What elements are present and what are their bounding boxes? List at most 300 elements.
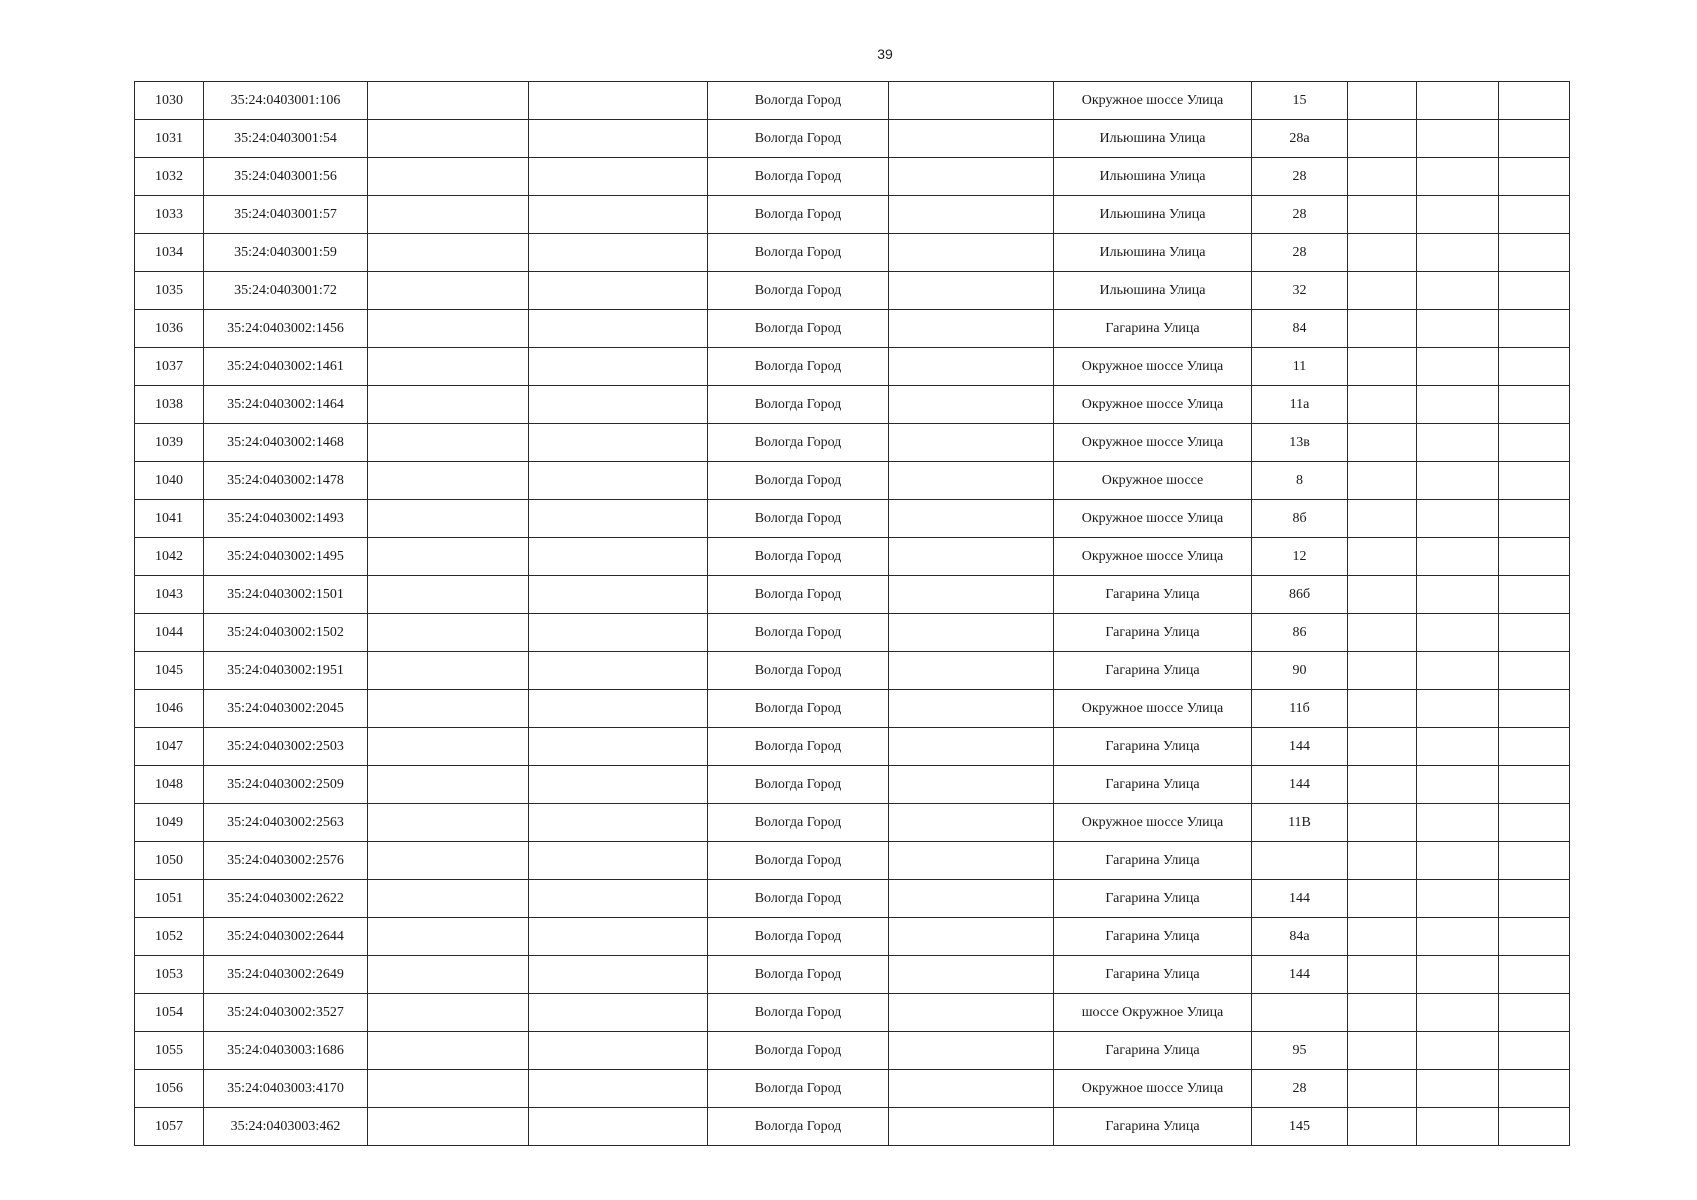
empty-cell bbox=[529, 804, 708, 842]
cadastral-number-cell: 35:24:0403002:2509 bbox=[204, 766, 368, 804]
street-cell: Ильюшина Улица bbox=[1054, 234, 1252, 272]
empty-cell bbox=[368, 462, 529, 500]
table-row bbox=[135, 348, 1570, 386]
cadastral-number-cell: 35:24:0403002:2644 bbox=[204, 918, 368, 956]
city-cell: Вологда Город bbox=[708, 348, 889, 386]
empty-cell bbox=[529, 82, 708, 120]
cadastral-number-cell: 35:24:0403002:1951 bbox=[204, 652, 368, 690]
registry-table bbox=[134, 81, 1570, 1146]
empty-cell bbox=[368, 766, 529, 804]
row-number-cell: 1048 bbox=[135, 766, 204, 804]
page-number: 39 bbox=[877, 46, 893, 62]
row-number-cell: 1037 bbox=[135, 348, 204, 386]
empty-cell bbox=[368, 500, 529, 538]
empty-cell bbox=[1348, 538, 1417, 576]
empty-cell bbox=[1348, 158, 1417, 196]
empty-cell bbox=[889, 690, 1054, 728]
city-cell: Вологда Город bbox=[708, 880, 889, 918]
empty-cell bbox=[889, 766, 1054, 804]
row-number-cell: 1055 bbox=[135, 1032, 204, 1070]
row-number-cell: 1052 bbox=[135, 918, 204, 956]
city-cell: Вологда Город bbox=[708, 918, 889, 956]
empty-cell bbox=[368, 310, 529, 348]
empty-cell bbox=[1417, 804, 1499, 842]
row-number-cell: 1039 bbox=[135, 424, 204, 462]
row-number-cell: 1032 bbox=[135, 158, 204, 196]
empty-cell bbox=[1348, 234, 1417, 272]
city-cell: Вологда Город bbox=[708, 424, 889, 462]
city-cell: Вологда Город bbox=[708, 652, 889, 690]
empty-cell bbox=[1417, 424, 1499, 462]
table-row bbox=[135, 500, 1570, 538]
cadastral-number-cell: 35:24:0403001:59 bbox=[204, 234, 368, 272]
cadastral-number-cell: 35:24:0403002:1456 bbox=[204, 310, 368, 348]
cadastral-number-cell: 35:24:0403002:1502 bbox=[204, 614, 368, 652]
empty-cell bbox=[1417, 918, 1499, 956]
empty-cell bbox=[1499, 1032, 1570, 1070]
row-number-cell: 1031 bbox=[135, 120, 204, 158]
empty-cell bbox=[1348, 462, 1417, 500]
city-cell: Вологда Город bbox=[708, 310, 889, 348]
empty-cell bbox=[1348, 1108, 1417, 1146]
empty-cell bbox=[529, 842, 708, 880]
empty-cell bbox=[1499, 842, 1570, 880]
city-cell: Вологда Город bbox=[708, 956, 889, 994]
table-row bbox=[135, 652, 1570, 690]
empty-cell bbox=[889, 500, 1054, 538]
cadastral-number-cell: 35:24:0403002:2649 bbox=[204, 956, 368, 994]
empty-cell bbox=[1417, 310, 1499, 348]
street-cell: Окружное шоссе Улица bbox=[1054, 82, 1252, 120]
house-number-cell: 28 bbox=[1252, 1070, 1348, 1108]
table-row bbox=[135, 82, 1570, 120]
empty-cell bbox=[889, 956, 1054, 994]
empty-cell bbox=[1499, 652, 1570, 690]
empty-cell bbox=[529, 918, 708, 956]
house-number-cell: 90 bbox=[1252, 652, 1348, 690]
city-cell: Вологда Город bbox=[708, 120, 889, 158]
house-number-cell: 84 bbox=[1252, 310, 1348, 348]
house-number-cell: 28а bbox=[1252, 120, 1348, 158]
empty-cell bbox=[1499, 348, 1570, 386]
house-number-cell: 86 bbox=[1252, 614, 1348, 652]
row-number-cell: 1057 bbox=[135, 1108, 204, 1146]
row-number-cell: 1045 bbox=[135, 652, 204, 690]
row-number-cell: 1040 bbox=[135, 462, 204, 500]
house-number-cell: 32 bbox=[1252, 272, 1348, 310]
cadastral-number-cell: 35:24:0403002:1493 bbox=[204, 500, 368, 538]
empty-cell bbox=[1499, 728, 1570, 766]
table-row bbox=[135, 158, 1570, 196]
empty-cell bbox=[1417, 576, 1499, 614]
row-number-cell: 1030 bbox=[135, 82, 204, 120]
street-cell: шоссе Окружное Улица bbox=[1054, 994, 1252, 1032]
street-cell: Гагарина Улица bbox=[1054, 310, 1252, 348]
house-number-cell: 84а bbox=[1252, 918, 1348, 956]
empty-cell bbox=[529, 614, 708, 652]
house-number-cell: 8б bbox=[1252, 500, 1348, 538]
city-cell: Вологда Город bbox=[708, 690, 889, 728]
empty-cell bbox=[368, 614, 529, 652]
table-row bbox=[135, 538, 1570, 576]
empty-cell bbox=[529, 310, 708, 348]
city-cell: Вологда Город bbox=[708, 272, 889, 310]
street-cell: Гагарина Улица bbox=[1054, 576, 1252, 614]
house-number-cell: 13в bbox=[1252, 424, 1348, 462]
house-number-cell: 11б bbox=[1252, 690, 1348, 728]
empty-cell bbox=[529, 576, 708, 614]
empty-cell bbox=[889, 348, 1054, 386]
empty-cell bbox=[529, 956, 708, 994]
house-number-cell: 28 bbox=[1252, 158, 1348, 196]
empty-cell bbox=[1499, 690, 1570, 728]
empty-cell bbox=[1499, 994, 1570, 1032]
empty-cell bbox=[529, 538, 708, 576]
cadastral-number-cell: 35:24:0403002:2622 bbox=[204, 880, 368, 918]
empty-cell bbox=[1417, 880, 1499, 918]
city-cell: Вологда Город bbox=[708, 576, 889, 614]
empty-cell bbox=[529, 234, 708, 272]
empty-cell bbox=[889, 804, 1054, 842]
empty-cell bbox=[1499, 500, 1570, 538]
empty-cell bbox=[529, 690, 708, 728]
empty-cell bbox=[1417, 462, 1499, 500]
empty-cell bbox=[1499, 310, 1570, 348]
empty-cell bbox=[1348, 956, 1417, 994]
empty-cell bbox=[1417, 728, 1499, 766]
cadastral-number-cell: 35:24:0403001:54 bbox=[204, 120, 368, 158]
empty-cell bbox=[368, 424, 529, 462]
row-number-cell: 1056 bbox=[135, 1070, 204, 1108]
empty-cell bbox=[368, 690, 529, 728]
street-cell: Гагарина Улица bbox=[1054, 918, 1252, 956]
table-row bbox=[135, 386, 1570, 424]
cadastral-number-cell: 35:24:0403002:1501 bbox=[204, 576, 368, 614]
table-row bbox=[135, 690, 1570, 728]
empty-cell bbox=[368, 804, 529, 842]
empty-cell bbox=[889, 880, 1054, 918]
empty-cell bbox=[889, 652, 1054, 690]
empty-cell bbox=[889, 576, 1054, 614]
street-cell: Ильюшина Улица bbox=[1054, 120, 1252, 158]
street-cell: Ильюшина Улица bbox=[1054, 196, 1252, 234]
empty-cell bbox=[889, 196, 1054, 234]
house-number-cell: 28 bbox=[1252, 196, 1348, 234]
street-cell: Гагарина Улица bbox=[1054, 880, 1252, 918]
empty-cell bbox=[1499, 956, 1570, 994]
house-number-cell: 12 bbox=[1252, 538, 1348, 576]
empty-cell bbox=[368, 880, 529, 918]
empty-cell bbox=[1348, 386, 1417, 424]
street-cell: Окружное шоссе Улица bbox=[1054, 386, 1252, 424]
city-cell: Вологда Город bbox=[708, 1032, 889, 1070]
table-row bbox=[135, 880, 1570, 918]
cadastral-number-cell: 35:24:0403002:2045 bbox=[204, 690, 368, 728]
empty-cell bbox=[889, 310, 1054, 348]
empty-cell bbox=[529, 196, 708, 234]
city-cell: Вологда Город bbox=[708, 1108, 889, 1146]
empty-cell bbox=[889, 1032, 1054, 1070]
table-row bbox=[135, 1070, 1570, 1108]
empty-cell bbox=[529, 500, 708, 538]
house-number-cell: 145 bbox=[1252, 1108, 1348, 1146]
empty-cell bbox=[529, 272, 708, 310]
row-number-cell: 1047 bbox=[135, 728, 204, 766]
empty-cell bbox=[1499, 462, 1570, 500]
empty-cell bbox=[1417, 500, 1499, 538]
empty-cell bbox=[368, 1032, 529, 1070]
city-cell: Вологда Город bbox=[708, 500, 889, 538]
empty-cell bbox=[368, 956, 529, 994]
city-cell: Вологда Город bbox=[708, 538, 889, 576]
empty-cell bbox=[1417, 766, 1499, 804]
empty-cell bbox=[1348, 728, 1417, 766]
table-row bbox=[135, 1032, 1570, 1070]
city-cell: Вологда Город bbox=[708, 842, 889, 880]
empty-cell bbox=[368, 196, 529, 234]
empty-cell bbox=[889, 994, 1054, 1032]
row-number-cell: 1051 bbox=[135, 880, 204, 918]
empty-cell bbox=[1499, 272, 1570, 310]
cadastral-number-cell: 35:24:0403002:2563 bbox=[204, 804, 368, 842]
row-number-cell: 1054 bbox=[135, 994, 204, 1032]
cadastral-number-cell: 35:24:0403002:3527 bbox=[204, 994, 368, 1032]
empty-cell bbox=[889, 158, 1054, 196]
cadastral-number-cell: 35:24:0403001:56 bbox=[204, 158, 368, 196]
empty-cell bbox=[1499, 386, 1570, 424]
house-number-cell: 86б bbox=[1252, 576, 1348, 614]
row-number-cell: 1033 bbox=[135, 196, 204, 234]
empty-cell bbox=[1499, 538, 1570, 576]
row-number-cell: 1036 bbox=[135, 310, 204, 348]
cadastral-number-cell: 35:24:0403001:72 bbox=[204, 272, 368, 310]
empty-cell bbox=[1499, 918, 1570, 956]
house-number-cell: 11 bbox=[1252, 348, 1348, 386]
house-number-cell bbox=[1252, 842, 1348, 880]
empty-cell bbox=[368, 1108, 529, 1146]
empty-cell bbox=[529, 880, 708, 918]
house-number-cell bbox=[1252, 994, 1348, 1032]
empty-cell bbox=[1417, 994, 1499, 1032]
empty-cell bbox=[529, 120, 708, 158]
empty-cell bbox=[368, 158, 529, 196]
row-number-cell: 1034 bbox=[135, 234, 204, 272]
empty-cell bbox=[1348, 348, 1417, 386]
city-cell: Вологда Город bbox=[708, 804, 889, 842]
city-cell: Вологда Город bbox=[708, 196, 889, 234]
table-row bbox=[135, 842, 1570, 880]
empty-cell bbox=[889, 386, 1054, 424]
empty-cell bbox=[1348, 880, 1417, 918]
table-row bbox=[135, 804, 1570, 842]
cadastral-number-cell: 35:24:0403001:57 bbox=[204, 196, 368, 234]
empty-cell bbox=[368, 728, 529, 766]
row-number-cell: 1046 bbox=[135, 690, 204, 728]
empty-cell bbox=[889, 614, 1054, 652]
street-cell: Гагарина Улица bbox=[1054, 652, 1252, 690]
house-number-cell: 144 bbox=[1252, 956, 1348, 994]
cadastral-number-cell: 35:24:0403002:1478 bbox=[204, 462, 368, 500]
empty-cell bbox=[1348, 500, 1417, 538]
empty-cell bbox=[1417, 196, 1499, 234]
empty-cell bbox=[1499, 82, 1570, 120]
row-number-cell: 1049 bbox=[135, 804, 204, 842]
cadastral-number-cell: 35:24:0403002:1464 bbox=[204, 386, 368, 424]
registry-table-body bbox=[135, 82, 1570, 1146]
empty-cell bbox=[889, 234, 1054, 272]
empty-cell bbox=[889, 120, 1054, 158]
empty-cell bbox=[1417, 82, 1499, 120]
empty-cell bbox=[1417, 1108, 1499, 1146]
empty-cell bbox=[1417, 842, 1499, 880]
row-number-cell: 1035 bbox=[135, 272, 204, 310]
table-row bbox=[135, 310, 1570, 348]
empty-cell bbox=[368, 120, 529, 158]
city-cell: Вологда Город bbox=[708, 766, 889, 804]
empty-cell bbox=[529, 158, 708, 196]
house-number-cell: 144 bbox=[1252, 880, 1348, 918]
cadastral-number-cell: 35:24:0403003:4170 bbox=[204, 1070, 368, 1108]
empty-cell bbox=[529, 728, 708, 766]
empty-cell bbox=[1417, 158, 1499, 196]
city-cell: Вологда Город bbox=[708, 386, 889, 424]
empty-cell bbox=[1417, 1070, 1499, 1108]
empty-cell bbox=[1417, 234, 1499, 272]
house-number-cell: 144 bbox=[1252, 728, 1348, 766]
empty-cell bbox=[1348, 614, 1417, 652]
row-number-cell: 1044 bbox=[135, 614, 204, 652]
empty-cell bbox=[368, 348, 529, 386]
table-row bbox=[135, 196, 1570, 234]
table-row bbox=[135, 272, 1570, 310]
empty-cell bbox=[1499, 196, 1570, 234]
empty-cell bbox=[529, 386, 708, 424]
street-cell: Гагарина Улица bbox=[1054, 1032, 1252, 1070]
cadastral-number-cell: 35:24:0403003:1686 bbox=[204, 1032, 368, 1070]
empty-cell bbox=[1417, 1032, 1499, 1070]
empty-cell bbox=[368, 272, 529, 310]
empty-cell bbox=[529, 348, 708, 386]
row-number-cell: 1042 bbox=[135, 538, 204, 576]
empty-cell bbox=[1417, 956, 1499, 994]
empty-cell bbox=[1499, 880, 1570, 918]
empty-cell bbox=[529, 766, 708, 804]
city-cell: Вологда Город bbox=[708, 994, 889, 1032]
street-cell: Окружное шоссе Улица bbox=[1054, 804, 1252, 842]
table-row bbox=[135, 956, 1570, 994]
cadastral-number-cell: 35:24:0403002:1468 bbox=[204, 424, 368, 462]
street-cell: Окружное шоссе Улица bbox=[1054, 424, 1252, 462]
empty-cell bbox=[1348, 918, 1417, 956]
house-number-cell: 28 bbox=[1252, 234, 1348, 272]
row-number-cell: 1050 bbox=[135, 842, 204, 880]
empty-cell bbox=[1499, 804, 1570, 842]
table-row bbox=[135, 614, 1570, 652]
empty-cell bbox=[1348, 424, 1417, 462]
empty-cell bbox=[368, 386, 529, 424]
row-number-cell: 1043 bbox=[135, 576, 204, 614]
empty-cell bbox=[368, 918, 529, 956]
empty-cell bbox=[889, 82, 1054, 120]
street-cell: Окружное шоссе Улица bbox=[1054, 500, 1252, 538]
empty-cell bbox=[368, 842, 529, 880]
empty-cell bbox=[368, 538, 529, 576]
cadastral-number-cell: 35:24:0403002:1461 bbox=[204, 348, 368, 386]
empty-cell bbox=[1348, 310, 1417, 348]
city-cell: Вологда Город bbox=[708, 158, 889, 196]
street-cell: Окружное шоссе Улица bbox=[1054, 538, 1252, 576]
street-cell: Окружное шоссе bbox=[1054, 462, 1252, 500]
street-cell: Окружное шоссе Улица bbox=[1054, 1070, 1252, 1108]
empty-cell bbox=[1499, 614, 1570, 652]
empty-cell bbox=[529, 1032, 708, 1070]
cadastral-number-cell: 35:24:0403003:462 bbox=[204, 1108, 368, 1146]
street-cell: Окружное шоссе Улица bbox=[1054, 690, 1252, 728]
empty-cell bbox=[1348, 804, 1417, 842]
table-row bbox=[135, 728, 1570, 766]
empty-cell bbox=[1417, 690, 1499, 728]
table-row bbox=[135, 918, 1570, 956]
empty-cell bbox=[1348, 120, 1417, 158]
empty-cell bbox=[889, 462, 1054, 500]
table-row bbox=[135, 462, 1570, 500]
street-cell: Окружное шоссе Улица bbox=[1054, 348, 1252, 386]
empty-cell bbox=[1499, 424, 1570, 462]
table-row bbox=[135, 424, 1570, 462]
empty-cell bbox=[1417, 652, 1499, 690]
empty-cell bbox=[1348, 652, 1417, 690]
empty-cell bbox=[1348, 1032, 1417, 1070]
city-cell: Вологда Город bbox=[708, 82, 889, 120]
empty-cell bbox=[1348, 690, 1417, 728]
empty-cell bbox=[1417, 538, 1499, 576]
table-row bbox=[135, 120, 1570, 158]
street-cell: Гагарина Улица bbox=[1054, 1108, 1252, 1146]
table-row bbox=[135, 994, 1570, 1032]
empty-cell bbox=[1417, 348, 1499, 386]
empty-cell bbox=[1499, 158, 1570, 196]
house-number-cell: 15 bbox=[1252, 82, 1348, 120]
empty-cell bbox=[1348, 994, 1417, 1032]
empty-cell bbox=[889, 728, 1054, 766]
house-number-cell: 8 bbox=[1252, 462, 1348, 500]
empty-cell bbox=[1417, 386, 1499, 424]
empty-cell bbox=[1348, 272, 1417, 310]
table-row bbox=[135, 234, 1570, 272]
table-row bbox=[135, 766, 1570, 804]
empty-cell bbox=[529, 994, 708, 1032]
empty-cell bbox=[1499, 766, 1570, 804]
empty-cell bbox=[889, 538, 1054, 576]
empty-cell bbox=[529, 652, 708, 690]
empty-cell bbox=[368, 234, 529, 272]
empty-cell bbox=[529, 1108, 708, 1146]
city-cell: Вологда Город bbox=[708, 614, 889, 652]
empty-cell bbox=[889, 272, 1054, 310]
street-cell: Гагарина Улица bbox=[1054, 728, 1252, 766]
empty-cell bbox=[1499, 1070, 1570, 1108]
row-number-cell: 1038 bbox=[135, 386, 204, 424]
row-number-cell: 1041 bbox=[135, 500, 204, 538]
empty-cell bbox=[1499, 1108, 1570, 1146]
street-cell: Гагарина Улица bbox=[1054, 766, 1252, 804]
street-cell: Гагарина Улица bbox=[1054, 956, 1252, 994]
empty-cell bbox=[1348, 196, 1417, 234]
empty-cell bbox=[1499, 576, 1570, 614]
house-number-cell: 144 bbox=[1252, 766, 1348, 804]
empty-cell bbox=[1348, 842, 1417, 880]
empty-cell bbox=[1417, 272, 1499, 310]
